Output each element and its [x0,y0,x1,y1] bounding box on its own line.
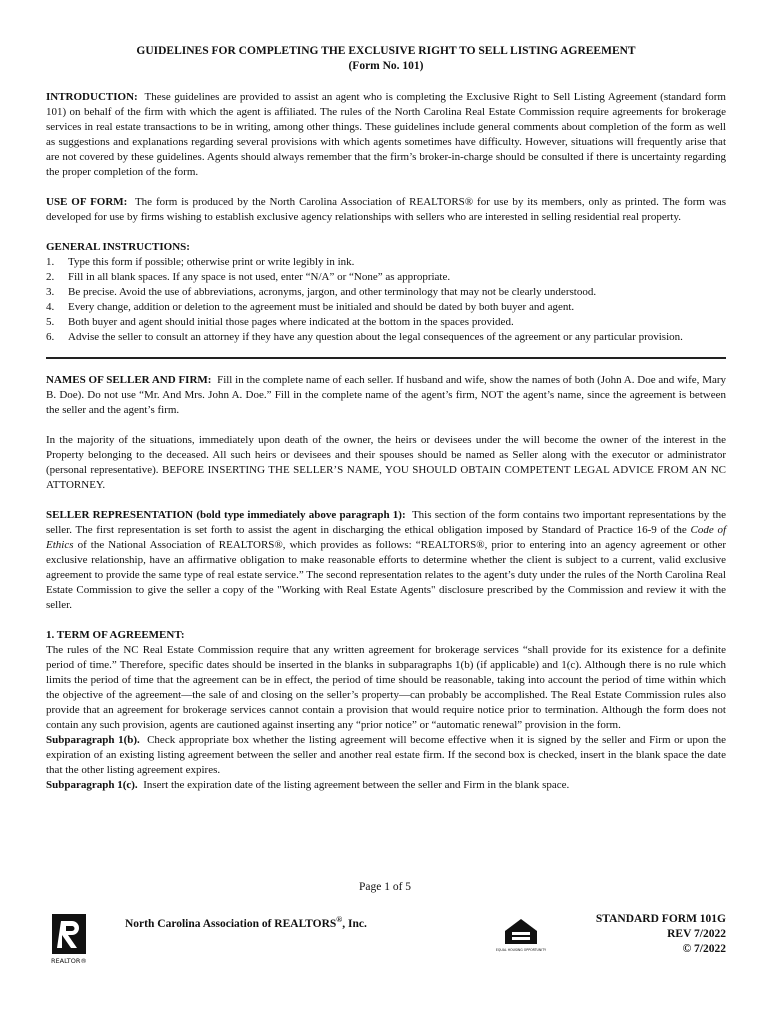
introduction-text: These guidelines are provided to assist an agent who is completing the Exclusive Right to Sell Listing Agreement (standard form 101) on behalf of the firm with which the agent is affiliated. The rules of the North Carolina Real Estate Commission require agreements for brokerage services in real estate transactions to be in writing, among other things. These guidelines include general comments about completion of the form as well as suggestions and explanations regarding several provisions with which agents sometimes have difficulty. However, situations will frequently arise that are not covered by these guidelines. Agents should always remember that the firm’s broker-in-charge should be consulted if there is uncertainty regarding the proper completion of the form. [46,91,726,178]
list-item: 3. Be precise. Avoid the use of abbreviations, acronyms, jargon, and other terminology that may not be clearly understood. [46,286,597,298]
introduction-heading: INTRODUCTION: [46,91,138,103]
general-instructions-section [46,240,726,345]
seller-representation-section: SELLER REPRESENTATION (bold type immediately above paragraph 1): This section of the form contains two important representations by the seller. The first representation is set forth to assist the agent in discharging the ethical obligation imposed by Standard of Practice 16-9 of the Code of Ethics of the National Association of REALTORS®, which provides as follows: “REALTORS®, prior to entering into an agency agreement or other exclusive relationship, have an affirmative obligation to make reasonable efforts to determine whether the client is subject to a current, valid exclusive agreement to provide the same type of real estate service.” The second representation relates to the agent’s duty under the rules of the North Carolina Real Estate Commission to give the seller a copy of the "Working with Real Estate Agents" disclosure prescribed by the Commission and review it with the seller. [46,509,726,611]
term-section [46,628,726,793]
names-deceased-paragraph: In the majority of the situations, immediately upon death of the owner, the heirs or devisees under the will become the owner of the interest in the Property belonging to the deceased. All such heirs or devisees and their spouses should be named as Seller along with the executor or administrator (personal representative). BEFORE INSERTING THE SELLER’S NAME, YOU SHOULD OBTAIN COMPETENT LEGAL ADVICE FROM AN NC ATTORNEY. [46,434,726,491]
use-of-form-section [46,195,726,225]
list-item: 5. Both buyer and agent should initial those pages where indicated at the bottom in the spaces provided. [46,316,514,328]
form-revision: REV 7/2022 [667,928,726,940]
use-of-form-text: The form is produced by the North Carolina Association of REALTORS® for use by its members, only as printed. The form was developed for use by firms wishing to establish exclusive agency relationships with sellers who are interested in selling residential real property. [46,196,726,223]
page-number: Page 1 of 5 [358,881,412,893]
seller-representation-heading: SELLER REPRESENTATION (bold type immediately above paragraph 1): [46,509,406,521]
code-of-ethics-title: Code of Ethics [46,524,726,551]
term-heading: 1. TERM OF AGREEMENT: [46,629,185,641]
form-copyright: © 7/2022 [682,943,726,955]
svg-text:REALTOR®: REALTOR® [51,957,87,965]
document-title: GUIDELINES FOR COMPLETING THE EXCLUSIVE RIGHT TO SELL LISTING AGREEMENT [136,45,636,57]
names-heading: NAMES OF SELLER AND FIRM: [46,374,212,386]
introduction-section [46,90,726,180]
subparagraph-1b: Subparagraph 1(b). Check appropriate box whether the listing agreement will become effective when it is signed by the seller and Firm or upon the expiration of an existing listing agreement between the seller and another real estate firm. If the second box is checked, insert in the blank space the date that the other listing agreement expires. [46,734,727,776]
instructions-list [46,255,726,345]
document-subtitle: (Form No. 101) [348,60,424,72]
term-text: The rules of the NC Real Estate Commission require that any written agreement for brokerage services “shall provide for its existence for a definite period of time.” Therefore, specific dates should be inserted in the blanks in subparagraphs 1(b) (if applicable) and 1(c). Although there is no rule which limits the period of time that the agreement can be in effect, the period of time should be reasonable, taking into account the period of time within which the objective of the agreement—the sale of and closing on the seller’s property—can probably be accomplished. The Real Estate Commission rules also provide that an agreement for brokerage services cannot contain a provision that would require notice prior to termination. Although the form does not contain any such provision, agents are cautioned against inserting any “prior notice” or “automatic renewal” provision in the form. [46,644,726,731]
document-body [46,44,726,793]
list-item: 1. Type this form if possible; otherwise print or write legibly in ink. [46,256,355,268]
list-item: 2. Fill in all blank spaces. If any space is not used, enter “N/A” or “None” as appropriate. [46,271,451,283]
association-name: North Carolina Association of REALTORS®, Inc. [125,915,367,930]
svg-text:EQUAL HOUSING OPPORTUNITY: EQUAL HOUSING OPPORTUNITY [495,948,547,952]
subparagraph-1c: Subparagraph 1(c). Insert the expiration date of the listing agreement between the seller and Firm in the blank space. [46,779,570,791]
names-section [46,373,726,418]
equal-housing-icon [495,914,547,956]
use-of-form-heading: USE OF FORM: [46,196,128,208]
form-number: STANDARD FORM 101G [595,913,726,925]
list-item: 6. Advise the seller to consult an attorney if they have any question about the legal consequences of the agreement or any particular provision. [46,331,683,343]
general-instructions-heading: GENERAL INSTRUCTIONS: [46,241,190,253]
section-divider [46,357,726,359]
realtor-logo-icon [50,912,98,966]
list-item: 4. Every change, addition or deletion to the agreement must be initialed and should be dated by both buyer and agent. [46,301,575,313]
form-identifier [596,912,726,957]
names-text: Fill in the complete name of each seller. If husband and wife, show the names of both (John A. Doe and wife, Mary B. Doe). Do not use “Mr. And Mrs. John A. Doe.” Fill in the complete name of the agent’s firm, NOT the agent’s name, since the agreement is between the seller and the agent’s firm. [46,374,727,416]
